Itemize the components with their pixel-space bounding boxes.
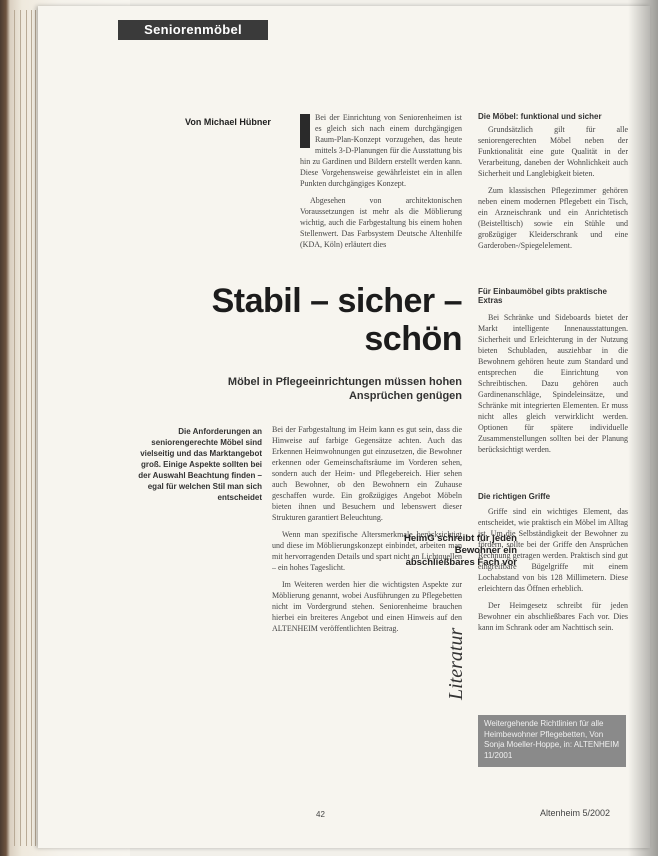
article-column-1-top <box>300 112 462 256</box>
page-curl-shadow <box>628 0 658 856</box>
section-heading: Die Möbel: funktional und sicher <box>478 112 602 121</box>
paragraph: Abgesehen von architektonischen Voraussetzungen ist mehr als die Möblierung wichtig, auch die Farbgestaltung bis einem hohen Stellenwert. Das Farbsystem Deutsche Altenhilfe (KDA, Köln) erläutert dies <box>300 196 462 249</box>
section-label: Seniorenmöbel <box>118 20 268 40</box>
paragraph: Bei der Einrichtung von Seniorenheimen ist es gleich sich nach einem durchgängigen Raum-Plan-Konzept vorzugehen, das heute mittels 3-D-Planungen für die Ausstattung bis hin zu Gardinen und Bildern erstellt werden kann. Diese Vorgehensweise gewährleistet ein in allen Punkten durchgängiges Konzept. <box>300 113 462 188</box>
paragraph: Wenn man spezifische Altersmerkmale berücksichtigt und diese im Möblierungskonzept einbindet, arbeiten man mit hervorragenden Details und spart nicht an Lichtquellen – ein hohes Tageslicht. <box>272 530 462 572</box>
byline: Von Michael Hübner <box>185 117 271 127</box>
paragraph: Grundsätzlich gilt für alle seniorengerechten Möbel neben der Funktionalität eine gute Qualität in der Verarbeitung, daneben der Wohnlichkeit auch Sicherheit und Langlebigkeit bieten. <box>478 125 628 178</box>
paragraph: Griffe sind ein wichtiges Element, das entscheidet, wie praktisch ein Möbel im Alltag ist. Um die Selbständigkeit der Bewohner zu fördern, sollte bei der Griffe den Ansprüchen Rechnung getragen werden. Praktisch sind gut eingreifbare Bügelgriffe mit einem Lochabstand von bis 128 Millimetern. Diese erleichtern das Öffnen erheblich. <box>478 507 628 593</box>
literature-box: Weitergehende Richtlinien für alle Heimbewohner Pflegebetten, Von Sonja Moeller-Hoppe, in: ALTENHEIM 11/2001 <box>478 715 626 767</box>
paragraph: Zum klassischen Pflegezimmer gehören neben einem modernen Pflegebett ein Tisch, ein Arzneischrank und ein Anrichtetisch (Beistelltisch) sowie ein Stühle und großzügiger Kleiderschrank und eine Garderoben-/Spiegelelement. <box>478 186 628 250</box>
drop-cap <box>300 114 310 148</box>
issue-footer: Altenheim 5/2002 <box>540 808 611 818</box>
section-body <box>478 312 628 482</box>
section-heading: Für Einbaumöbel gibts praktische Extras <box>478 287 607 305</box>
page-number: 42 <box>316 810 325 819</box>
paragraph: Im Weiteren werden hier die wichtigsten Aspekte zur Möblierung genannt, wobei Ausführungen zu Pflegebetten nicht im Vordergrund stehen. Seniorenheime brauchen hierbei ein breiteres Angebot und einen Hinweis auf den ALTENHEIM veröffentlichten Beitrag. <box>272 580 462 633</box>
paragraph: Bei der Farbgestaltung im Heim kann es gut sein, dass die Hinweise auf farbige Gegensätze achten. Auch das Erkennen Heimwohnungen gut einzusetzen, die Bewohner erkennen oder Gemeinschaftsräume im Vorderen sehen, sondern auch der Heim- und Pflegebereich. Hier sehen auch Bewohner, ob den Bewohnern ein Zuhause geschaffen wurde. Ein großzügiges Angebot Möbeln bieten ihnen und Besuchern und lebenswert dieser Strukturen garantiert Beleuchtung. <box>272 425 462 522</box>
pull-quote: HeimG schreibt für jeden Bewohner ein abschließbares Fach vor <box>404 533 517 568</box>
section-body <box>478 506 628 706</box>
section-heading: Die richtigen Griffe <box>478 492 551 501</box>
headline-line-2: schön <box>364 320 462 358</box>
paragraph: Der Heimgesetz schreibt für jeden Bewohner ein abschließbares Fach vor. Dies kann im Schrank oder am Nachttisch sein. <box>478 601 628 632</box>
paragraph: Bei Schränke und Sideboards bietet der Markt intelligente Innenausstattungen. Sicherheit und Erleichterung in der Nutzung bieten Schubladen, ausziehbar in die Bewohnern gehören heute zum Standard und entsprechen die Einrichtung von Schreibtischen. Dazu gehören auch Gardinenanschläge, Spindeleinsätze, und Schränke mit integrierten Elementen. Er muss nicht alles gleich verwirklicht werden. Optionen für spätere individuelle Zusammenstellungen sollten bei der Planung berücksichtigt werden. <box>478 313 628 454</box>
headline <box>200 282 462 358</box>
literature-label: Literatur <box>445 627 467 700</box>
headline-line-1: Stabil – sicher – <box>211 282 462 320</box>
article-column-1-bottom <box>272 424 462 804</box>
intro-text: Die Anforderungen an seniorengerechte Möbel sind vielseitig und das Marktangebot groß. Einige Aspekte sollten bei der Auswahl Beachtung finden – egal für welchen Stil man sich entscheidet <box>138 427 262 502</box>
subheadline: Möbel in Pflegeeinrichtungen müssen hohen Ansprüchen genügen <box>227 376 462 402</box>
section-body <box>478 124 628 284</box>
